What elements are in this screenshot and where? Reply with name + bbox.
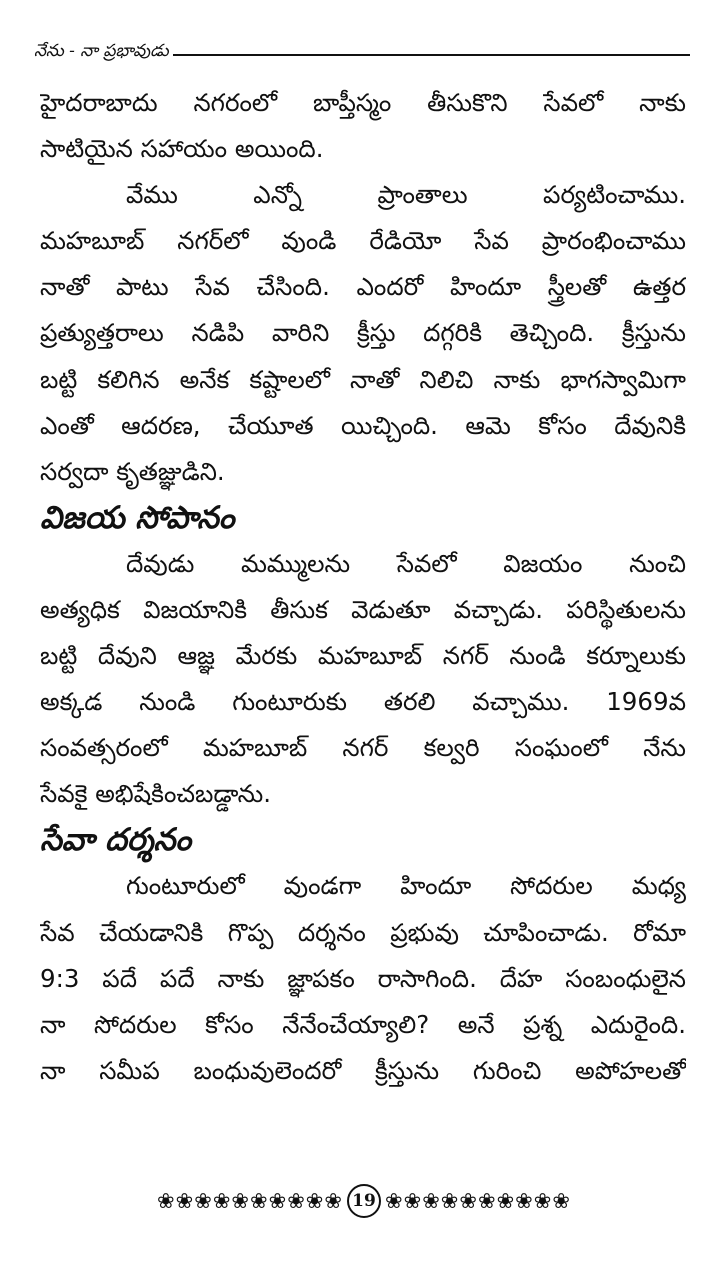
header-rule [173,54,690,56]
text-line: సర్వదా కృతజ్ఞుడిని. [40,456,225,486]
text-line: నాతో పాటు సేవ చేసింది. ఎందరో హిందూ స్త్రీలతో ఉత్తర [40,272,686,302]
text-line: సాటియైన సహాయం అయింది. [40,134,324,164]
text-line: మహబూబ్ నగర్‌లో వుండి రేడియో సేవ ప్రారంభించాము [40,226,686,256]
running-title: నేను - నా ప్రభావుడు [34,41,169,61]
text-line: ఎంతో ఆదరణ, చేయూత యిచ్చింది. ఆమె కోసం దేవునికి [40,410,686,440]
page-footer [32,1184,696,1218]
page-number: 19 [347,1184,381,1218]
text-line: నా సమీప బంధువులెందరో క్రీస్తును గురించి అపోహలతో [40,1055,686,1085]
text-line: 9:3 పదే పదే నాకు జ్ఞాపకం రాసాగింది. దేహ సంబంధులైన [40,963,686,993]
text-line: గుంటూరులో వుండగా హిందూ సోదరుల మధ్య [126,871,686,901]
page-body [40,80,686,1094]
text-line: సేవకై అభిషేకించబడ్డాను. [40,779,272,809]
text-line: అక్కడ నుండి గుంటూరుకు తరలి వచ్చాము. 1969వ [40,687,686,717]
text-line: సేవ చేయడానికి గొప్ప దర్శనం ప్రభువు చూపించాడు. రోమా [40,917,686,947]
section-heading: సేవా దర్శనం [40,822,192,859]
text-line: బట్టి కలిగిన అనేక కష్టాలలో నాతో నిలిచి నాకు భాగస్వామిగా [40,364,686,394]
text-line: బట్టి దేవుని ఆజ్ఞ మేరకు మహబూబ్ నగర్ నుండి కర్నూలుకు [40,641,686,671]
running-header [34,38,690,68]
flower-ornament-left: ❀❀❀❀❀❀❀❀❀❀ [157,1189,343,1213]
text-line: సంవత్సరంలో మహబూబ్ నగర్ కల్వరి సంఘంలో నేను [40,733,686,763]
text-line: హైదరాబాదు నగరంలో బాప్తీస్మం తీసుకొని సేవలో నాకు [40,88,686,117]
flower-ornament-right: ❀❀❀❀❀❀❀❀❀❀ [385,1189,571,1213]
text-line: దేవుడు మమ్ములను సేవలో విజయం నుంచి [126,548,686,578]
text-line: వేము ఎన్నో ప్రాంతాలు పర్యటించాము. [126,180,686,210]
section-heading: విజయ సోపానం [40,499,235,536]
text-line: అత్యధిక విజయానికి తీసుక వెడుతూ వచ్చాడు. పరిస్థితులను [40,594,686,624]
text-line: ప్రత్యుత్తరాలు నడిపి వారిని క్రీస్తు దగ్గరికి తెచ్చింది. క్రీస్తును [40,318,686,348]
text-line: నా సోదరుల కోసం నేనేంచేయ్యాలి? అనే ప్రశ్న ఎదురైంది. [40,1009,686,1039]
